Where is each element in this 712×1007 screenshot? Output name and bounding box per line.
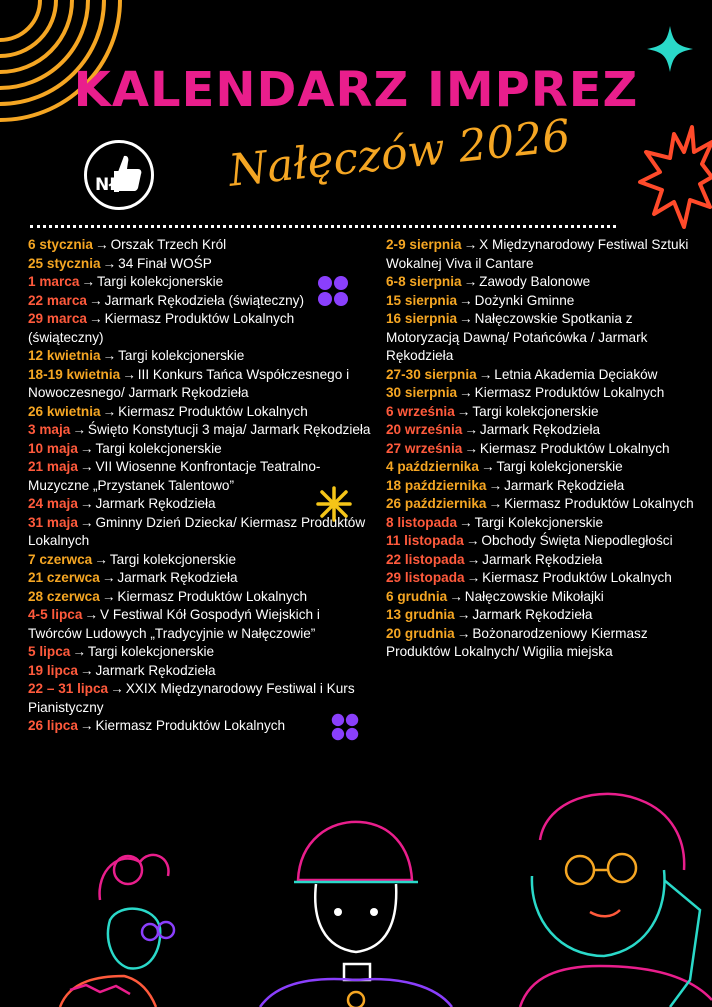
events-column-right	[386, 236, 696, 662]
arrow-icon: →	[480, 459, 495, 474]
event-date: 16 sierpnia	[386, 311, 458, 326]
event-date: 7 czerwca	[28, 551, 93, 567]
logo-text: NŁ	[95, 175, 121, 195]
event-item	[386, 551, 696, 570]
arrow-icon: →	[459, 514, 473, 530]
event-date: 18-19 kwietnia	[28, 366, 121, 382]
event-date: 26 kwietnia	[28, 403, 101, 419]
event-title: Targi kolekcjonerskie	[118, 348, 245, 363]
event-item	[386, 458, 696, 477]
event-date: 20 grudnia	[386, 625, 455, 641]
event-title: Orszak Trzech Król	[110, 237, 227, 252]
event-title: Kiermasz Produktów Lokalnych	[95, 718, 286, 733]
arrow-icon: →	[102, 403, 117, 419]
event-title: Jarmark Rękodzieła (świąteczny)	[104, 292, 304, 308]
event-item	[386, 366, 696, 385]
event-title: Letnia Akademia Dęciaków	[494, 366, 658, 382]
event-item	[28, 717, 373, 736]
event-title: Jarmark Rękodzieła	[95, 496, 216, 511]
event-item	[28, 421, 373, 440]
event-title: Kiermasz Produktów Lokalnych	[118, 403, 308, 419]
event-item	[28, 588, 373, 607]
arrow-icon: →	[101, 570, 116, 585]
page-subtitle: Nałęczów 2026	[226, 110, 573, 197]
arrow-icon: →	[459, 311, 473, 326]
event-item	[386, 569, 696, 588]
events-column-left	[28, 236, 373, 736]
event-item	[386, 403, 696, 422]
event-date: 15 sierpnia	[386, 292, 458, 308]
event-title: Kiermasz Produktów Lokalnych	[474, 385, 665, 400]
event-item	[28, 292, 373, 311]
event-title: Obchody Święta Niepodległości	[481, 533, 673, 548]
event-item	[386, 495, 696, 514]
event-item	[28, 366, 373, 403]
event-item	[386, 588, 696, 607]
arrow-icon: →	[79, 514, 94, 530]
event-title: III Konkurs Tańca Współczesnego i Nowoczesnego/ Jarmark Rękodzieła	[28, 366, 350, 400]
event-date: 22 marca	[28, 292, 87, 308]
dotted-divider	[30, 225, 616, 228]
event-date: 6 stycznia	[28, 237, 93, 252]
event-item	[28, 458, 373, 495]
event-date: 6 grudnia	[386, 588, 448, 604]
event-date: 24 maja	[28, 496, 78, 511]
arrow-icon: →	[466, 551, 481, 567]
event-date: 22 – 31 lipca	[28, 681, 109, 696]
event-item	[386, 292, 696, 311]
event-item	[386, 606, 696, 625]
event-item	[386, 273, 696, 292]
arrow-icon: →	[122, 366, 136, 382]
event-item	[28, 643, 373, 662]
event-date: 4 października	[386, 459, 479, 474]
event-date: 22 listopada	[386, 551, 465, 567]
event-item	[28, 310, 373, 347]
event-title: Targi kolekcjonerskie	[95, 440, 222, 456]
event-date: 12 kwietnia	[28, 348, 101, 363]
event-title: VII Wiosenne Konfrontacje Teatralno-Muzyczne „Przystanek Talentowo”	[28, 459, 321, 493]
event-title: Nałęczowskie Mikołajki	[464, 588, 604, 604]
event-item	[28, 551, 373, 570]
event-item	[28, 255, 373, 274]
event-date: 21 maja	[28, 459, 78, 474]
event-item	[386, 384, 696, 403]
arrow-icon: →	[459, 292, 473, 308]
event-date: 29 listopada	[386, 570, 465, 585]
event-date: 26 października	[386, 496, 487, 511]
arrow-icon: →	[456, 403, 471, 419]
event-date: 5 lipca	[28, 644, 71, 659]
event-title: Kiermasz Produktów Lokalnych (świąteczny)	[28, 311, 295, 345]
arrow-icon: →	[110, 681, 124, 696]
event-title: Gminny Dzień Dziecka/ Kiermasz Produktów Lokalnych	[28, 514, 366, 548]
event-date: 26 lipca	[28, 718, 78, 733]
event-title: Targi kolekcjonerskie	[97, 274, 224, 289]
arrow-icon: →	[463, 274, 478, 289]
arrow-icon: →	[463, 237, 478, 252]
arrow-icon: →	[464, 440, 478, 456]
neon-people-illustration	[0, 780, 712, 1007]
event-date: 11 listopada	[386, 533, 464, 548]
event-item	[28, 662, 373, 681]
event-date: 10 maja	[28, 440, 78, 456]
event-title: Kiermasz Produktów Lokalnych	[482, 570, 672, 585]
event-item	[28, 236, 373, 255]
event-item	[28, 514, 373, 551]
arrow-icon: →	[79, 662, 94, 678]
arrow-icon: →	[72, 644, 86, 659]
event-title: Targi kolekcjonerskie	[87, 644, 215, 659]
page-title: KALENDARZ IMPREZ	[73, 62, 639, 118]
arrow-icon: →	[456, 607, 471, 622]
event-item	[28, 347, 373, 366]
event-title: 34 Finał WOŚP	[118, 255, 212, 271]
arrow-icon: →	[94, 551, 108, 567]
event-item	[28, 440, 373, 459]
event-item	[28, 273, 373, 292]
arrow-icon: →	[81, 274, 95, 289]
arrow-icon: →	[456, 625, 471, 641]
arrow-icon: →	[464, 422, 478, 437]
arrow-icon: →	[101, 588, 116, 604]
event-date: 31 maja	[28, 514, 78, 530]
event-item	[28, 569, 373, 588]
event-title: Zawody Balonowe	[479, 274, 591, 289]
arrow-icon: →	[478, 366, 493, 382]
thumbs-up-icon	[94, 152, 144, 198]
arrow-icon: →	[72, 422, 86, 437]
event-date: 19 lipca	[28, 662, 78, 678]
event-date: 28 czerwca	[28, 588, 100, 604]
arrow-icon: →	[465, 533, 480, 548]
event-title: Jarmark Rękodzieła	[472, 607, 593, 622]
event-item	[386, 236, 696, 273]
arrow-icon: →	[79, 496, 94, 511]
arrow-icon: →	[79, 440, 94, 456]
event-date: 1 marca	[28, 274, 80, 289]
event-date: 18 października	[386, 477, 487, 493]
event-title: Jarmark Rękodzieła	[482, 551, 603, 567]
event-date: 3 maja	[28, 422, 71, 437]
event-item	[28, 495, 373, 514]
event-title: Jarmark Rękodzieła	[504, 477, 625, 493]
arrow-icon: →	[102, 348, 117, 363]
event-date: 30 sierpnia	[386, 385, 458, 400]
event-date: 6 września	[386, 403, 455, 419]
logo	[84, 140, 154, 210]
arrow-icon: →	[459, 385, 473, 400]
event-date: 25 stycznia	[28, 255, 101, 271]
event-title: Kiermasz Produktów Lokalnych	[479, 440, 670, 456]
arrow-icon: →	[84, 607, 98, 622]
event-item	[28, 680, 373, 717]
event-title: Targi kolekcjonerskie	[109, 551, 237, 567]
event-title: Targi Kolekcjonerskie	[474, 514, 604, 530]
event-title: Targi kolekcjonerskie	[496, 459, 623, 474]
event-title: Jarmark Rękodzieła	[479, 422, 601, 437]
event-title: Nałęczowskie Spotkania z Motoryzacją Dawną/ Potańcówka / Jarmark Rękodzieła	[386, 311, 648, 363]
event-item	[28, 606, 373, 643]
event-date: 29 marca	[28, 311, 87, 326]
event-date: 27 września	[386, 440, 463, 456]
event-item	[386, 477, 696, 496]
event-title: XXIX Międzynarodowy Festiwal i Kurs Pianistyczny	[28, 681, 355, 715]
event-item	[386, 514, 696, 533]
event-title: X Międzynarodowy Festiwal Sztuki Wokalnej Viva il Cantare	[386, 237, 689, 271]
arrow-icon: →	[88, 292, 103, 308]
event-date: 13 grudnia	[386, 607, 455, 622]
event-title: Jarmark Rękodzieła	[95, 662, 216, 678]
event-title: Targi kolekcjonerskie	[472, 403, 599, 419]
event-title: Kiermasz Produktów Lokalnych	[504, 496, 694, 511]
event-date: 2-9 sierpnia	[386, 237, 462, 252]
event-title: Kiermasz Produktów Lokalnych	[117, 588, 308, 604]
event-date: 4-5 lipca	[28, 607, 83, 622]
event-date: 6-8 sierpnia	[386, 274, 462, 289]
event-item	[386, 625, 696, 662]
arrow-icon: →	[79, 459, 94, 474]
event-title: Dożynki Gminne	[474, 292, 575, 308]
starburst-icon	[632, 122, 712, 232]
event-item	[386, 421, 696, 440]
event-title: Święto Konstytucji 3 maja/ Jarmark Rękodzieła	[87, 422, 371, 437]
event-date: 8 listopada	[386, 514, 458, 530]
event-title: V Festiwal Kół Gospodyń Wiejskich i Twórców Ludowych „Tradycyjnie w Nałęczowie”	[28, 607, 320, 641]
arrow-icon: →	[466, 570, 481, 585]
event-date: 21 czerwca	[28, 570, 100, 585]
event-item	[386, 440, 696, 459]
event-item	[386, 532, 696, 551]
event-title: Bożonarodzeniowy Kiermasz Produktów Lokalnych/ Wigilia miejska	[386, 625, 648, 659]
arrow-icon: →	[88, 311, 103, 326]
event-item	[28, 403, 373, 422]
arrow-icon: →	[102, 255, 117, 271]
event-date: 27-30 sierpnia	[386, 366, 477, 382]
event-item	[386, 310, 696, 366]
event-title: Jarmark Rękodzieła	[117, 570, 238, 585]
arrow-icon: →	[488, 477, 503, 493]
arrow-icon: →	[79, 718, 94, 733]
event-date: 20 września	[386, 422, 463, 437]
arrow-icon: →	[94, 237, 109, 252]
arrow-icon: →	[449, 588, 463, 604]
arrow-icon: →	[488, 496, 503, 511]
